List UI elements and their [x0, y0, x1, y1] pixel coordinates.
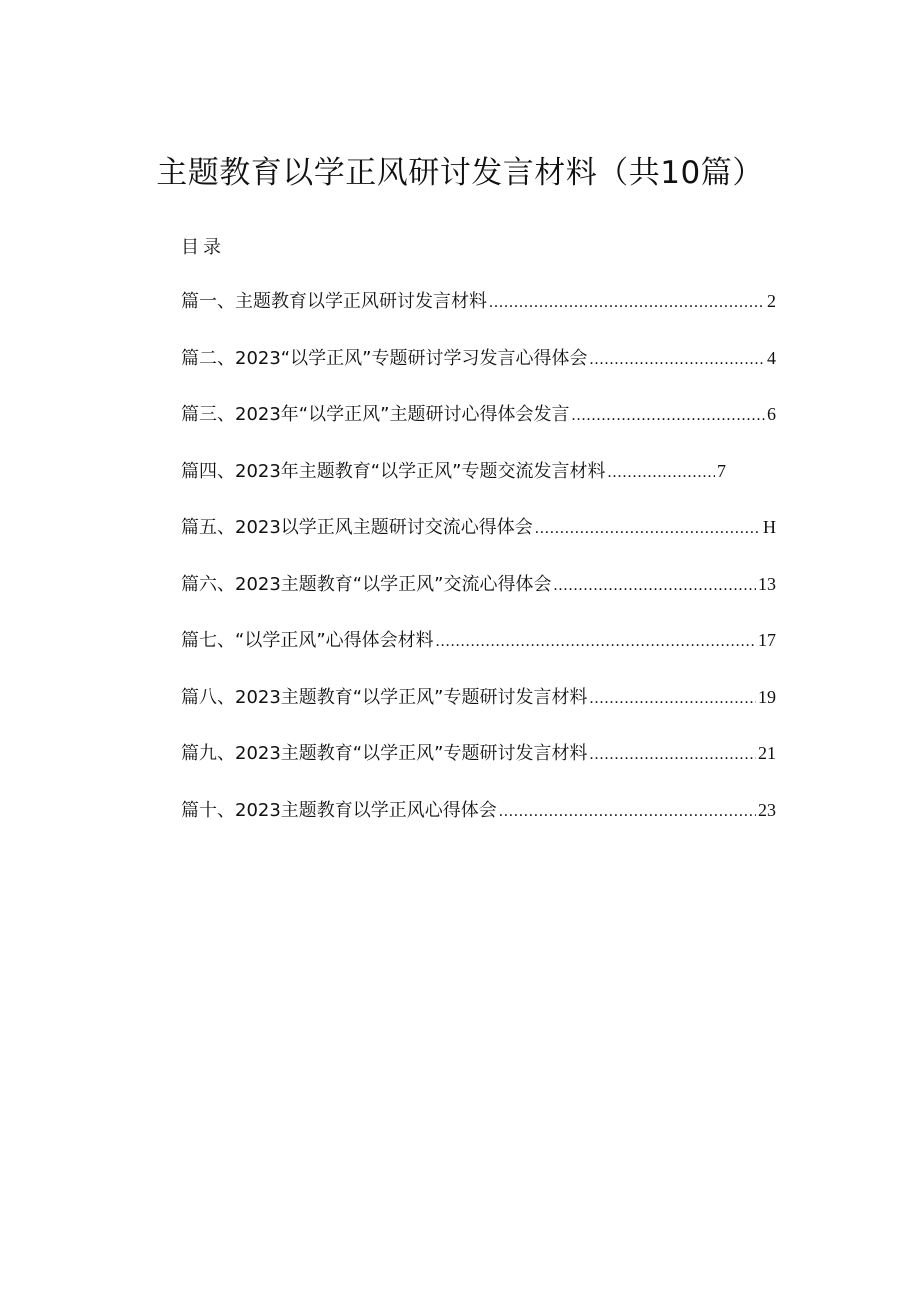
toc-entry-page: 7	[717, 460, 726, 481]
toc-entry-page: 17	[758, 630, 776, 650]
toc-entry[interactable]	[181, 456, 726, 513]
toc-entry-page: 21	[758, 743, 776, 763]
table-of-contents	[181, 286, 776, 851]
toc-entry-page: 2	[767, 291, 776, 311]
toc-heading: 目录	[181, 237, 225, 258]
toc-entry[interactable]	[181, 399, 776, 456]
toc-entry-title: 篇一、主题教育以学正风研讨发言材料	[181, 291, 487, 312]
toc-entry-title: 篇四、2023年主题教育“以学正风”专题交流发言材料	[181, 460, 606, 482]
toc-entry-page: H	[763, 517, 776, 537]
toc-leader-dots	[607, 458, 715, 488]
toc-entry-title: 篇九、2023主题教育“以学正风”专题研讨发言材料	[181, 743, 588, 764]
toc-leader-dots	[571, 401, 765, 431]
toc-entry-title: 篇八、2023主题教育“以学正风”专题研讨发言材料	[181, 686, 588, 708]
toc-entry-title: 篇七、“以学正风”心得体会材料	[181, 630, 434, 651]
toc-leader-dots	[553, 571, 756, 601]
toc-entry-title: 篇六、2023主题教育“以学正风”交流心得体会	[181, 573, 552, 595]
toc-leader-dots	[589, 345, 765, 375]
toc-entry[interactable]	[181, 682, 776, 739]
toc-entry[interactable]	[181, 738, 776, 795]
toc-leader-dots	[499, 797, 756, 827]
toc-entry[interactable]	[181, 625, 776, 682]
toc-leader-dots	[489, 288, 765, 318]
toc-leader-dots	[535, 514, 761, 544]
toc-entry-page: 6	[767, 404, 776, 424]
toc-entry[interactable]	[181, 569, 776, 626]
toc-entry[interactable]	[181, 512, 776, 569]
toc-entry[interactable]	[181, 795, 776, 852]
toc-entry-title: 篇二、2023“以学正风”专题研讨学习发言心得体会	[181, 347, 588, 369]
toc-leader-dots	[589, 740, 756, 770]
document-title: 主题教育以学正风研讨发言材料（共10篇）	[156, 155, 764, 191]
toc-entry[interactable]	[181, 343, 776, 400]
toc-entry-title: 篇十、2023主题教育以学正风心得体会	[181, 799, 497, 821]
toc-leader-dots	[436, 627, 756, 657]
toc-entry-page: 13	[758, 573, 776, 594]
toc-entry-page: 23	[758, 799, 776, 820]
toc-leader-dots	[589, 684, 756, 714]
toc-entry-page: 4	[767, 347, 776, 368]
toc-entry-title: 篇五、2023以学正风主题研讨交流心得体会	[181, 517, 533, 538]
toc-entry-title: 篇三、2023年“以学正风”主题研讨心得体会发言	[181, 404, 570, 425]
toc-entry-page: 19	[758, 686, 776, 707]
toc-entry[interactable]	[181, 286, 776, 343]
